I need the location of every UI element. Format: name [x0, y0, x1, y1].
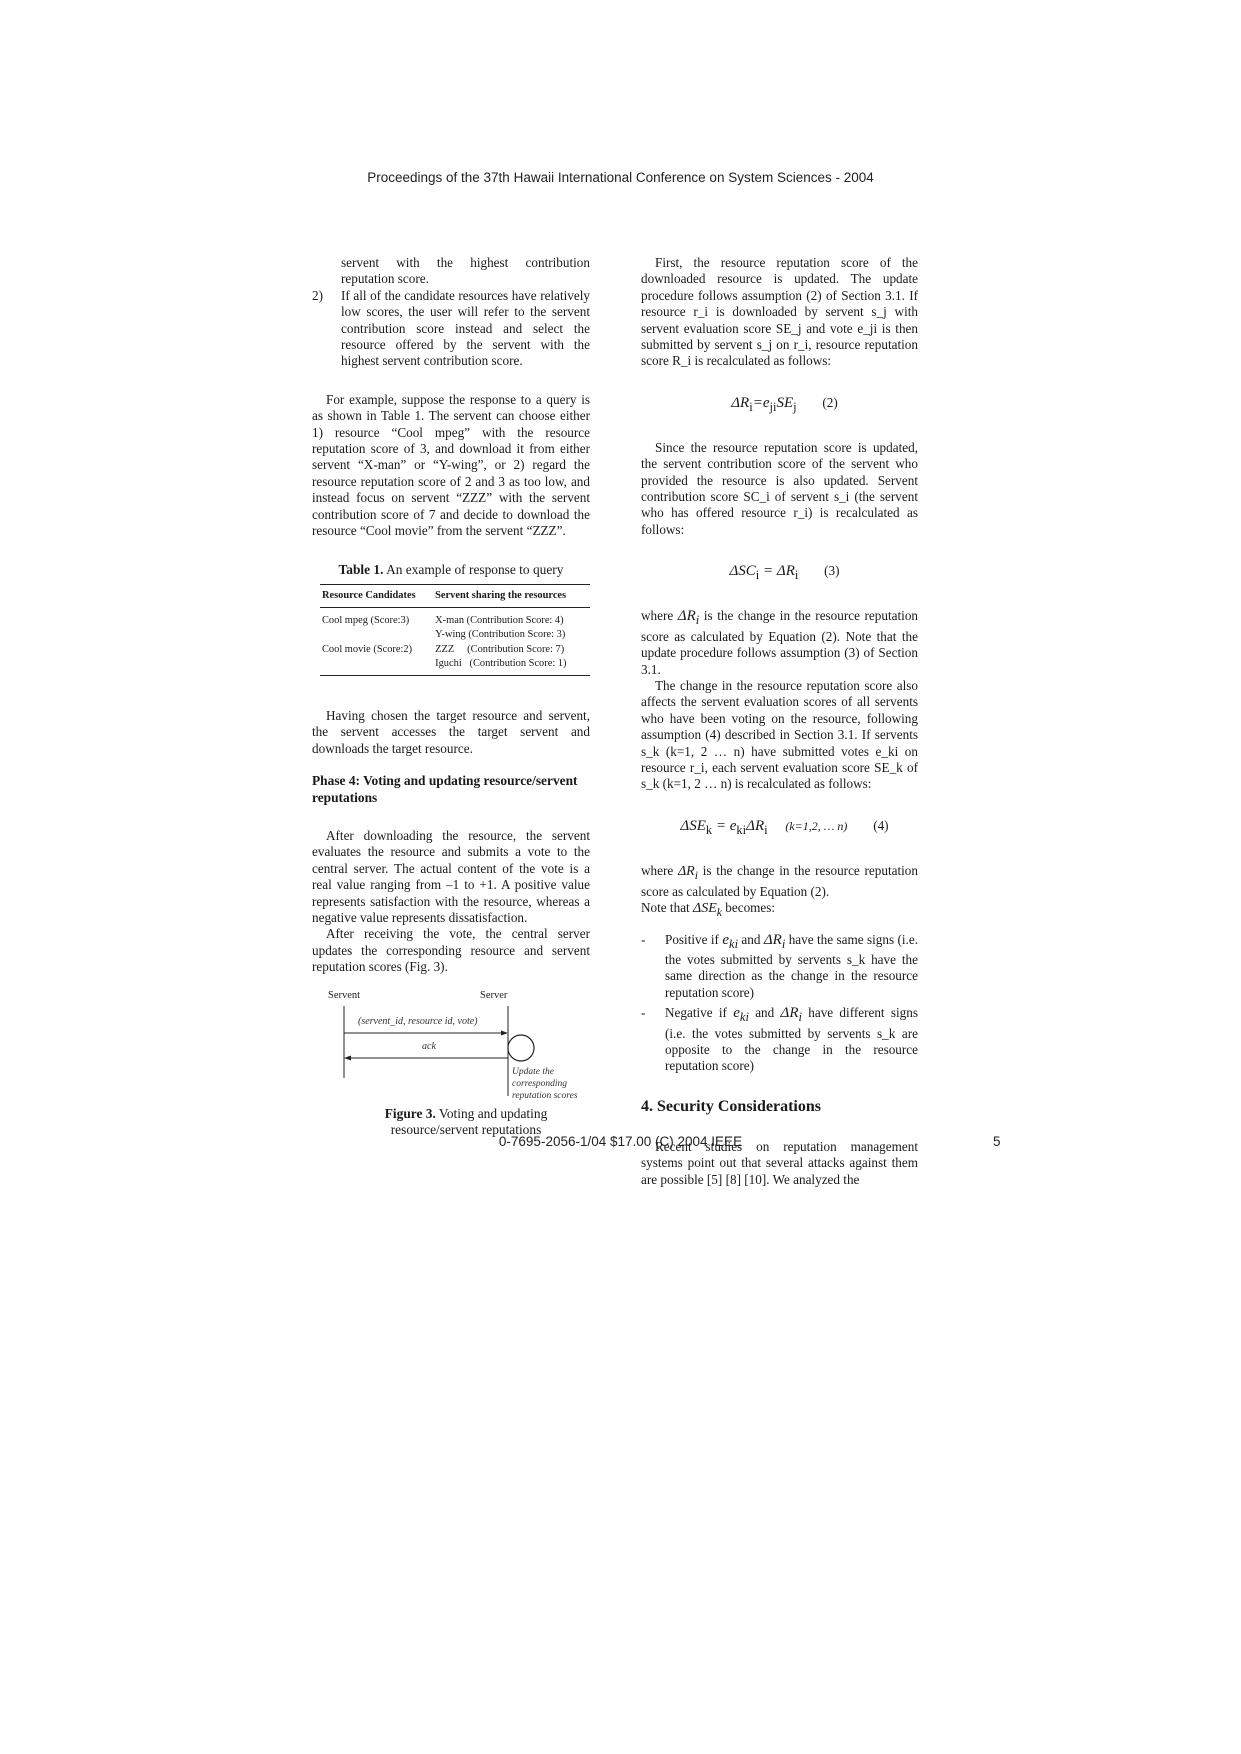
figure-caption-text: Voting and updating resource/servent reputations — [390, 1105, 548, 1137]
table-header-cell: Resource Candidates — [320, 584, 433, 607]
bullet-negative: - Negative if $e_{ki}$ and $\Delta R_i$ have different signs (i.e. the votes submitted by servents s_k are opposite to the change in the resource reputation score) — [641, 1005, 918, 1074]
eq4-rhs2: ΔR — [746, 817, 765, 834]
update-note-line: corresponding — [512, 1078, 568, 1089]
figure-3-sequence-diagram — [312, 986, 590, 1106]
eq2-rhs-sub: ji — [769, 399, 777, 414]
self-update-loop — [508, 1035, 534, 1061]
table-caption — [312, 562, 590, 578]
bullet-dash: - — [641, 931, 646, 947]
update-note-line: reputation scores — [512, 1090, 578, 1101]
list-item-1-continuation: servent with the highest contribution reputation score. — [341, 255, 590, 287]
servent-label: Servent — [328, 989, 361, 1001]
figure-3-caption — [312, 1106, 590, 1138]
paragraph-first: First, the resource reputation score of the downloaded resource is updated. The update procedure follows assumption (2) of Section 3.1. If resource r_i is downloaded by servent s_j with servent evaluation score SE_j and vote e_ji is then submitted by servent s_j on r_i, resource reputation score R_i is recalculated as follows: — [641, 255, 918, 369]
table-cell: X-man (Contribution Score: 4) — [435, 615, 564, 627]
eq4-rhs2-sub: i — [764, 822, 768, 837]
eq2-rhs2-sub: j — [793, 399, 797, 414]
list-item-text: If all of the candidate resources have relatively low scores, the user will refer to the servent contribution score instead and select the resource offered by the servent with the highest servent contribution score. — [341, 287, 590, 369]
table-row — [320, 608, 590, 629]
bullet-dash: - — [641, 1005, 646, 1021]
bullet-positive-text: signs (i.e. the votes submitted by servents s_k have the same direction as the change in the resource reputation score) — [665, 931, 919, 1000]
section-4-heading: 4. Security Considerations — [641, 1097, 821, 1115]
eq4-lhs-sub: k — [705, 822, 713, 837]
eq4-lhs: ΔSE — [680, 817, 706, 834]
left-column — [312, 255, 590, 1138]
update-note-line: Update the — [512, 1066, 554, 1077]
equation-4 — [641, 815, 918, 841]
table-cell: ZZZ (Contribution Score: 7) — [435, 643, 565, 655]
equation-2 — [641, 392, 918, 418]
paragraph-where-2: where $\Delta R_i$ is the change in the resource reputation score as calculated by Equation (2). — [641, 862, 918, 899]
vote-message-label: (servent_id, resource id, vote) — [358, 1015, 478, 1027]
becomes-text: becomes: — [725, 900, 776, 916]
eq2-lhs-sub: i — [749, 399, 753, 414]
paragraph-after-downloading: After downloading the resource, the servent evaluates the resource and submits a vote to the central server. The actual content of the vote is a real value ranging from –1 to +1. A positive value represents satisfaction with the resource, whereas a negative value represents dissatisfaction. — [312, 827, 590, 925]
eq4-rhs: = e — [712, 817, 737, 834]
paragraph-since: Since the resource reputation score is updated, the servent contribution score of the servent who provided the resource is also updated. Servent contribution score SC_i of servent s_i (the servent who has offered resource r_i) is recalculated as follows: — [641, 439, 918, 537]
note-that-text: Note that — [641, 900, 690, 916]
paragraph-example: For example, suppose the response to a query is as shown in Table 1. The servent can choose either 1) resource “Cool mpeg” with the resource reputation score of 3, and download it from either servent “X-man” or “Y-wing”, or 2) regard the resource reputation score of 2 and 3 as too low, and instead focus on servent “ZZZ” with the servent contribution score of 7 and decide to download the resource “Cool movie” from the servent “ZZZ”. — [312, 391, 590, 539]
table-row — [320, 657, 590, 676]
eq3-rhs: = ΔR — [759, 563, 795, 580]
equation-3 — [641, 560, 918, 586]
eq3-rhs-sub: i — [794, 568, 799, 583]
eq2-rhs: =e — [752, 394, 770, 411]
response-table — [320, 584, 590, 676]
eq3-lhs-sub: i — [755, 568, 760, 583]
paragraph-after-receiving: After receiving the vote, the central server updates the corresponding resource and servent reputation scores (Fig. 3). — [312, 926, 590, 975]
list-item-2 — [312, 288, 590, 370]
bullet-negative-text: signs (i.e. the votes submitted by servents s_k are opposite to the change in the resource reputation score) — [665, 1005, 918, 1074]
eq4-condition: (k=1,2, … n) — [785, 818, 848, 833]
table-cell — [320, 628, 433, 642]
eq4-rhs-sub: ki — [736, 822, 747, 837]
bullet-positive: - Positive if $e_{ki}$ and $\Delta R_i$ have the same signs (i.e. the votes submitted by servents s_k have the same direction as the change in the resource reputation score) — [641, 931, 919, 1000]
page-number: 5 — [993, 1134, 1001, 1149]
table-caption-text: An example of response to query — [386, 561, 564, 577]
eq2-lhs: ΔR — [731, 394, 750, 411]
right-column — [641, 255, 918, 1188]
sequence-diagram-svg — [312, 986, 590, 1106]
table-row — [320, 643, 590, 657]
table-header-row — [320, 584, 590, 607]
running-header: Proceedings of the 37th Hawaii International Conference on System Sciences - 2004 — [367, 170, 874, 185]
paragraph-having-chosen: Having chosen the target resource and servent, the servent accesses the target servent and downloads the target resource. — [312, 707, 590, 756]
table-cell — [320, 657, 433, 676]
eq3-lhs: ΔSC — [729, 563, 756, 580]
table-row — [320, 628, 590, 642]
table-cell: Cool mpeg (Score:3) — [322, 615, 410, 627]
phase-4-heading: Phase 4: Voting and updating resource/servent reputations — [312, 773, 578, 805]
paragraph-where-1: where $\Delta R_i$ is the change in the resource reputation score as calculated by Equation (2). Note that the update procedure follows assumption (3) of Section 3.1. — [641, 608, 919, 677]
table-cell: Iguchi (Contribution Score: 1) — [433, 657, 590, 676]
table-caption-label: Table 1. — [338, 561, 384, 577]
server-label: Server — [480, 989, 508, 1001]
equation-number: (4) — [873, 817, 889, 833]
where-1-text: is the change in the resource reputation score as calculated by Equation (2). Note that the update procedure follows assumption (3) of Section 3.1. — [641, 608, 919, 677]
figure-caption-label: Figure 3. — [384, 1105, 436, 1121]
ack-message-label: ack — [422, 1040, 436, 1052]
table-cell: Y-wing (Contribution Score: 3) — [435, 629, 566, 641]
paragraph-recent-studies: Recent studies on reputation management systems point out that several attacks against them are possible [5] [8] [10]. We analyzed the — [641, 1138, 918, 1187]
eq2-rhs2: SE — [776, 394, 794, 411]
list-item-number: 2) — [312, 287, 323, 303]
ack-arrowhead — [344, 1055, 351, 1060]
paragraph-change: The change in the resource reputation score also affects the servent evaluation scores of all servents who have been voting on the resource, following assumption (4) described in Section 3.1. If servents s_k (k=1, 2 … n) have submitted votes e_ki on resource r_i, each servent evaluation score SE_k of s_k (k=1, 2 … n) is recalculated as follows: — [641, 677, 918, 792]
note-becomes: Note that $\Delta SE_k$ becomes: — [641, 900, 776, 920]
where-2-text: is the change in the resource reputation score as calculated by Equation (2). — [641, 862, 918, 899]
table-header-cell: Servent sharing the resources — [433, 584, 590, 607]
equation-number: (2) — [822, 394, 838, 410]
equation-number: (3) — [824, 563, 840, 579]
footer-copyright: 0-7695-2056-1/04 $17.00 (C) 2004 IEEE — [498, 1134, 743, 1149]
table-cell: Cool movie (Score:2) — [322, 643, 413, 655]
vote-arrowhead — [501, 1030, 508, 1035]
